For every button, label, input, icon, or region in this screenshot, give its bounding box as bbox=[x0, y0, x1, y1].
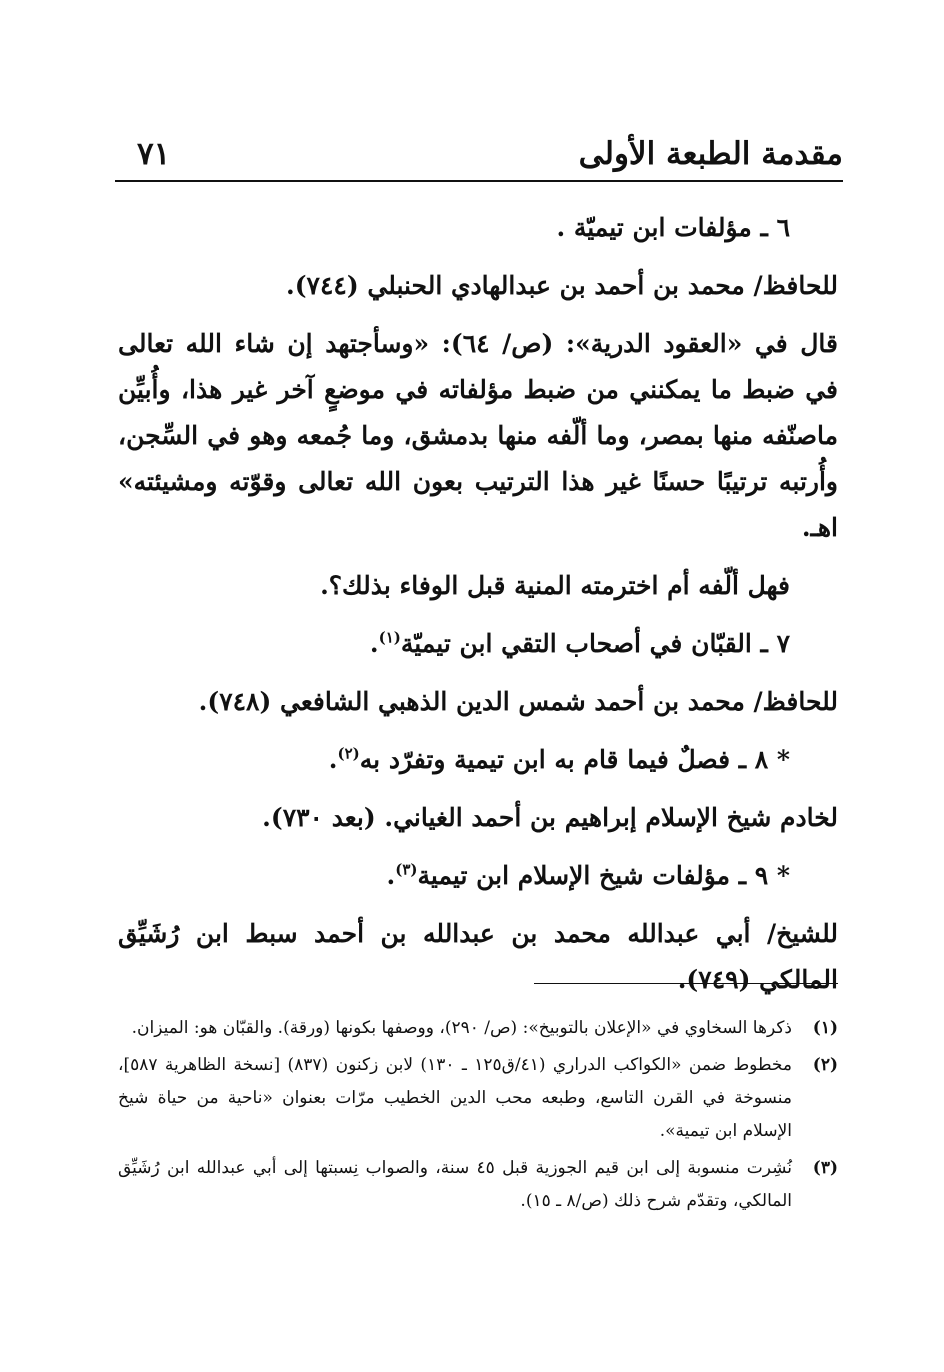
item-8-title-text: * ٨ ـ فصلٌ فيما قام به ابن تيمية وتفرّد به bbox=[359, 745, 790, 774]
footnote-ref-1: (١) bbox=[378, 628, 401, 647]
item-9-title bbox=[118, 853, 838, 899]
footnotes bbox=[118, 1012, 838, 1222]
item-7-title-text: ٧ ـ القبّان في أصحاب التقي ابن تيميّة bbox=[400, 629, 790, 658]
footnote-ref-3: (٣) bbox=[395, 860, 418, 879]
footnote-number: (١) bbox=[812, 1018, 838, 1038]
footnote-text: مخطوط ضمن «الكواكب الدراري (٤١/ق١٢٥ ـ ١٣٠) لابن زكنون (٨٣٧) [نسخة الظاهرية ٥٨٧]، منسوخة في القرن التاسع، وطبعه محب الدين الخطيب مرّات بعنوان «ناحية من حياة شيخ الإسلام ابن تيمية». bbox=[118, 1055, 792, 1141]
running-title: مقدمة الطبعة الأولى bbox=[578, 136, 843, 172]
item-6-question: فهل ألّفه أم اخترمته المنية قبل الوفاء بذلك؟. bbox=[320, 571, 790, 600]
header-divider bbox=[115, 180, 843, 182]
footnote-text: ذكرها السخاوي في «الإعلان بالتوبيخ»: (ص/ ٢٩٠)، ووصفها بكونها (ورقة). والقبّان هو: الميزان. bbox=[131, 1018, 792, 1038]
page-header bbox=[115, 132, 843, 178]
item-8-author: لخادم شيخ الإسلام إبراهيم بن أحمد الغياني. (بعد ٧٣٠). bbox=[262, 803, 838, 832]
footnote-divider bbox=[534, 983, 838, 984]
footnote-number: (٣) bbox=[812, 1158, 838, 1178]
footnote-ref-2: (٢) bbox=[337, 744, 360, 763]
item-6-title: ٦ ـ مؤلفات ابن تيميّة . bbox=[556, 213, 790, 242]
item-7-title-end: . bbox=[369, 629, 379, 658]
footnote-3 bbox=[118, 1152, 838, 1218]
footnote-text: نُشِرت منسوبة إلى ابن قيم الجوزية قبل ٤٥ سنة، والصواب نِسبتها إلى أبي عبدالله ابن رُشَيِّق المالكي، وتقدّم شرح ذلك (ص/٨ ـ ١٥). bbox=[118, 1158, 792, 1211]
item-6-quote: قال في «العقود الدرية»: (ص/ ٦٤): «وسأجتهد إن شاء الله تعالى في ضبط ما يمكنني من ضبط مؤلفاته في موضعٍ آخر غير هذا، وأُبيِّن ماصنّفه منها بمصر، وما ألّفه منها بدمشق، وما جُمعه وهو في السِّجن، وأُرتبه ترتيبًا حسنًا غير هذا الترتيب بعون الله تعالى وقوّته ومشيئته» اهـ. bbox=[118, 329, 838, 542]
item-8-title-end: . bbox=[328, 745, 338, 774]
main-text bbox=[118, 205, 838, 1015]
footnote-2 bbox=[118, 1049, 838, 1148]
item-7-title bbox=[118, 621, 838, 667]
footnote-1 bbox=[118, 1012, 838, 1045]
item-8-title bbox=[118, 737, 838, 783]
item-9-title-text: * ٩ ـ مؤلفات شيخ الإسلام ابن تيمية bbox=[417, 861, 790, 890]
item-7-author: للحافظ/ محمد بن أحمد شمس الدين الذهبي الشافعي (٧٤٨). bbox=[198, 687, 838, 716]
item-6-author: للحافظ/ محمد بن أحمد بن عبدالهادي الحنبلي (٧٤٤). bbox=[285, 271, 838, 300]
item-9-author: للشيخ/ أبي عبدالله محمد بن عبدالله بن أحمد سبط ابن رُشَيِّق المالكي (٧٤٩). bbox=[118, 919, 838, 994]
footnote-number: (٢) bbox=[812, 1055, 838, 1075]
page-number: ٧١ bbox=[137, 136, 171, 172]
item-9-title-end: . bbox=[386, 861, 396, 890]
